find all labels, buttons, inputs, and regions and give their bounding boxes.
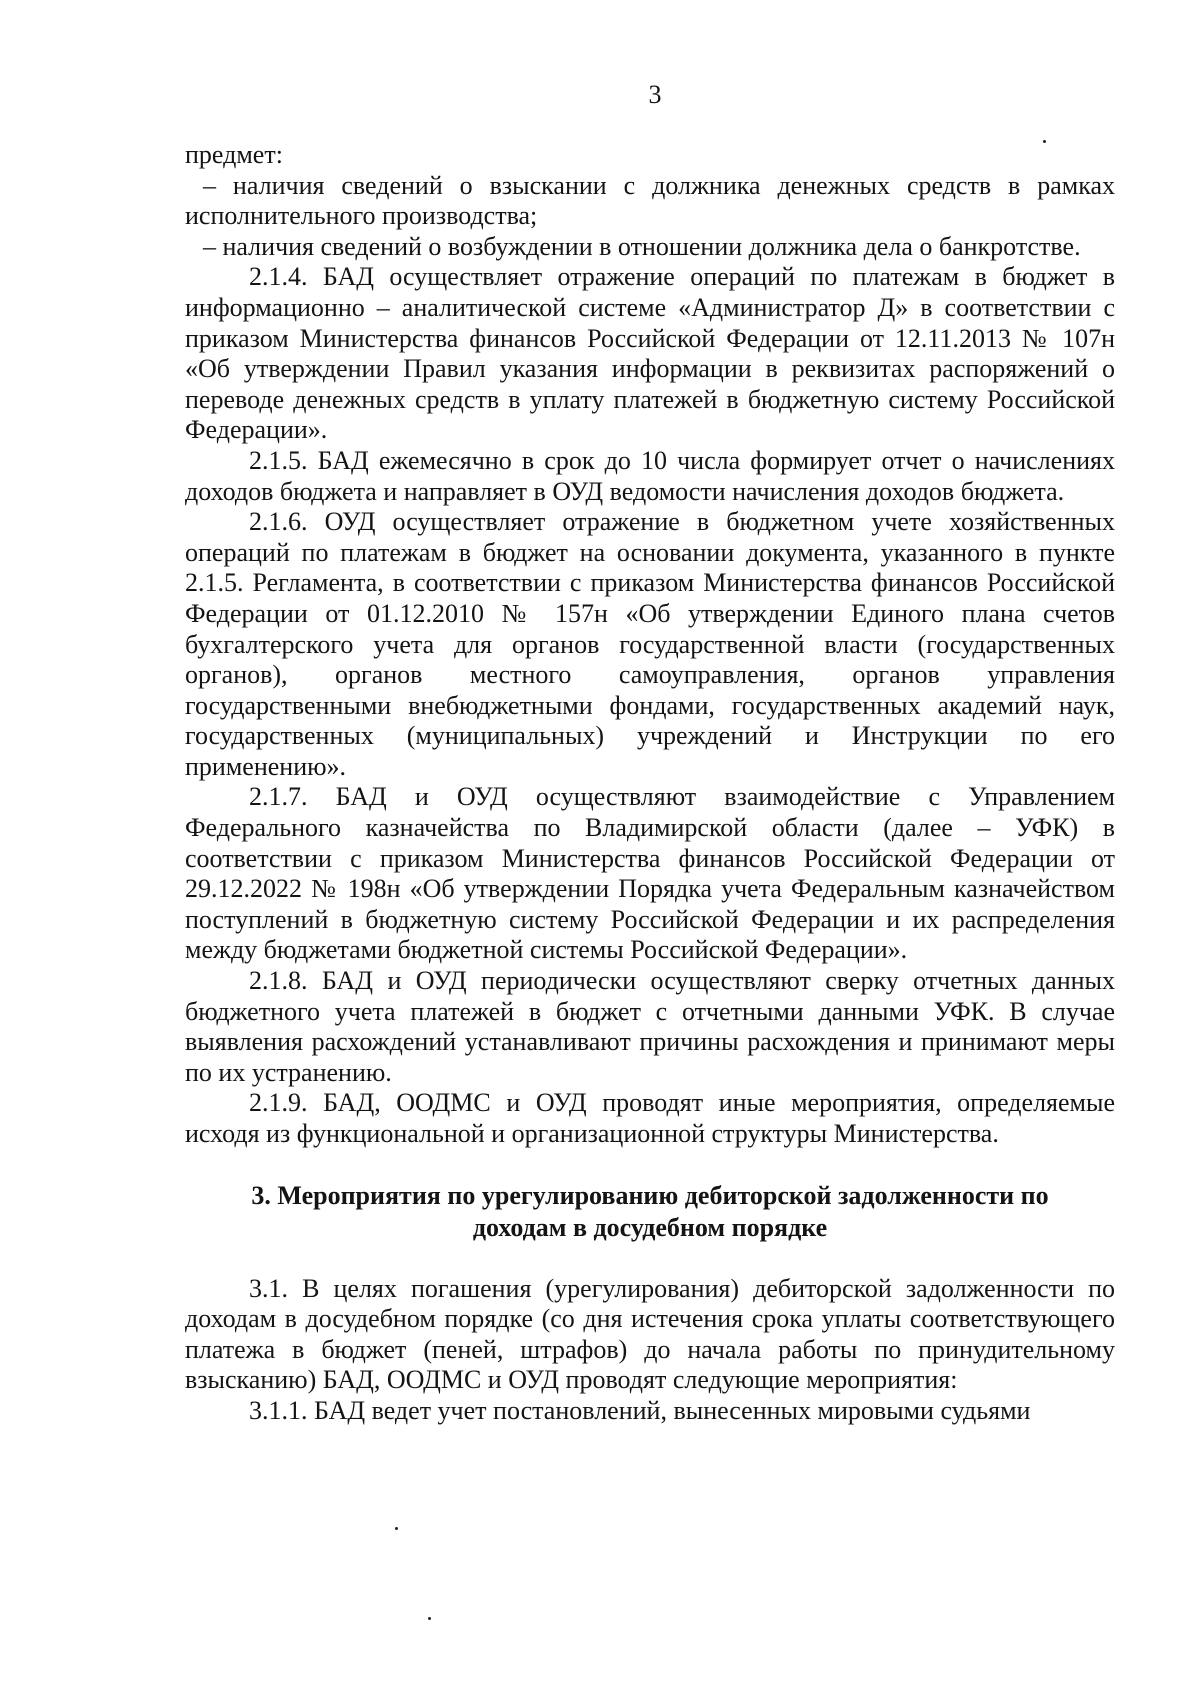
paragraph-dash-enforcement: – наличия сведений о взыскании с должника денежных средств в рамках исполнительного производства; bbox=[185, 170, 1115, 231]
paragraph-2-1-8: 2.1.8. БАД и ОУД периодически осуществляют сверку отчетных данных бюджетного учета платежей в бюджет с отчетными данными УФК. В случае выявления расхождений устанавливают причины расхождения и принимают меры по их устранению. bbox=[185, 966, 1115, 1087]
scan-speck bbox=[428, 1617, 431, 1620]
paragraph-3-1-1: 3.1.1. БАД ведет учет постановлений, вынесенных мировыми судьями bbox=[249, 1395, 1031, 1425]
scan-speck bbox=[1043, 140, 1046, 143]
paragraph-2-1-9: 2.1.9. БАД, ООДМС и ОУД проводят иные мероприятия, определяемые исходя из функциональной и организационной структуры Министерства. bbox=[185, 1088, 1115, 1148]
page-number: 3 bbox=[648, 80, 662, 109]
paragraph-2-1-5: 2.1.5. БАД ежемесячно в срок до 10 числа формирует отчет о начислениях доходов бюджета и направляет в ОУД ведомости начисления доходов бюджета. bbox=[185, 445, 1115, 506]
section-3-heading-line-1: 3. Мероприятия по урегулированию дебиторской задолженности по bbox=[251, 1180, 1049, 1210]
document-body bbox=[185, 140, 1115, 1427]
section-3-heading-line-2: доходам в досудебном порядке bbox=[472, 1212, 828, 1242]
paragraph-2-1-4: 2.1.4. БАД осуществляет отражение операций по платежам в бюджет в информационно – аналитической системе «Администратор Д» в соответствии с приказом Министерства финансов Российской Федерации от 12.11.2013 № 107н «Об утверждении Правил указания информации в реквизитах распоряжений о переводе денежных средств в уплату платежей в бюджетную систему Российской Федерации». bbox=[185, 262, 1115, 445]
section-3-heading bbox=[185, 1180, 1115, 1244]
paragraph-3-1: 3.1. В целях погашения (урегулирования) дебиторской задолженности по доходам в досудебном порядке (со дня истечения срока уплаты соответствующего платежа в бюджет (пеней, штрафов) до начала работы по принудительному взысканию) БАД, ООДМС и ОУД проводят следующие мероприятия: bbox=[185, 1273, 1115, 1395]
paragraph-dash-bankruptcy: – наличия сведений о возбуждении в отношении должника дела о банкротстве. bbox=[203, 231, 1081, 261]
paragraph-2-1-7: 2.1.7. БАД и ОУД осуществляют взаимодействие с Управлением Федерального казначейства по Владимирской области (далее – УФК) в соответствии с приказом Министерства финансов Российской Федерации от 29.12.2022 № 198н «Об утверждении Порядка учета Федеральным казначейством поступлений в бюджетную систему Российской Федерации и их распределения между бюджетами бюджетной системы Российской Федерации». bbox=[185, 782, 1115, 965]
paragraph-predmet: предмет: bbox=[185, 140, 283, 169]
scan-speck bbox=[395, 1527, 398, 1530]
paragraph-2-1-6: 2.1.6. ОУД осуществляет отражение в бюджетном учете хозяйственных операций по платежам в бюджет на основании документа, указанного в пункте 2.1.5. Регламента, в соответствии с приказом Министерства финансов Российской Федерации от 01.12.2010 № 157н «Об утверждении Единого плана счетов бухгалтерского учета для органов государственной власти (государственных органов), органов местного самоуправления, органов управления государственными внебюджетными фондами, государственных академий наук, государственных (муниципальных) учреждений и Инструкции по его применению». bbox=[185, 507, 1115, 781]
